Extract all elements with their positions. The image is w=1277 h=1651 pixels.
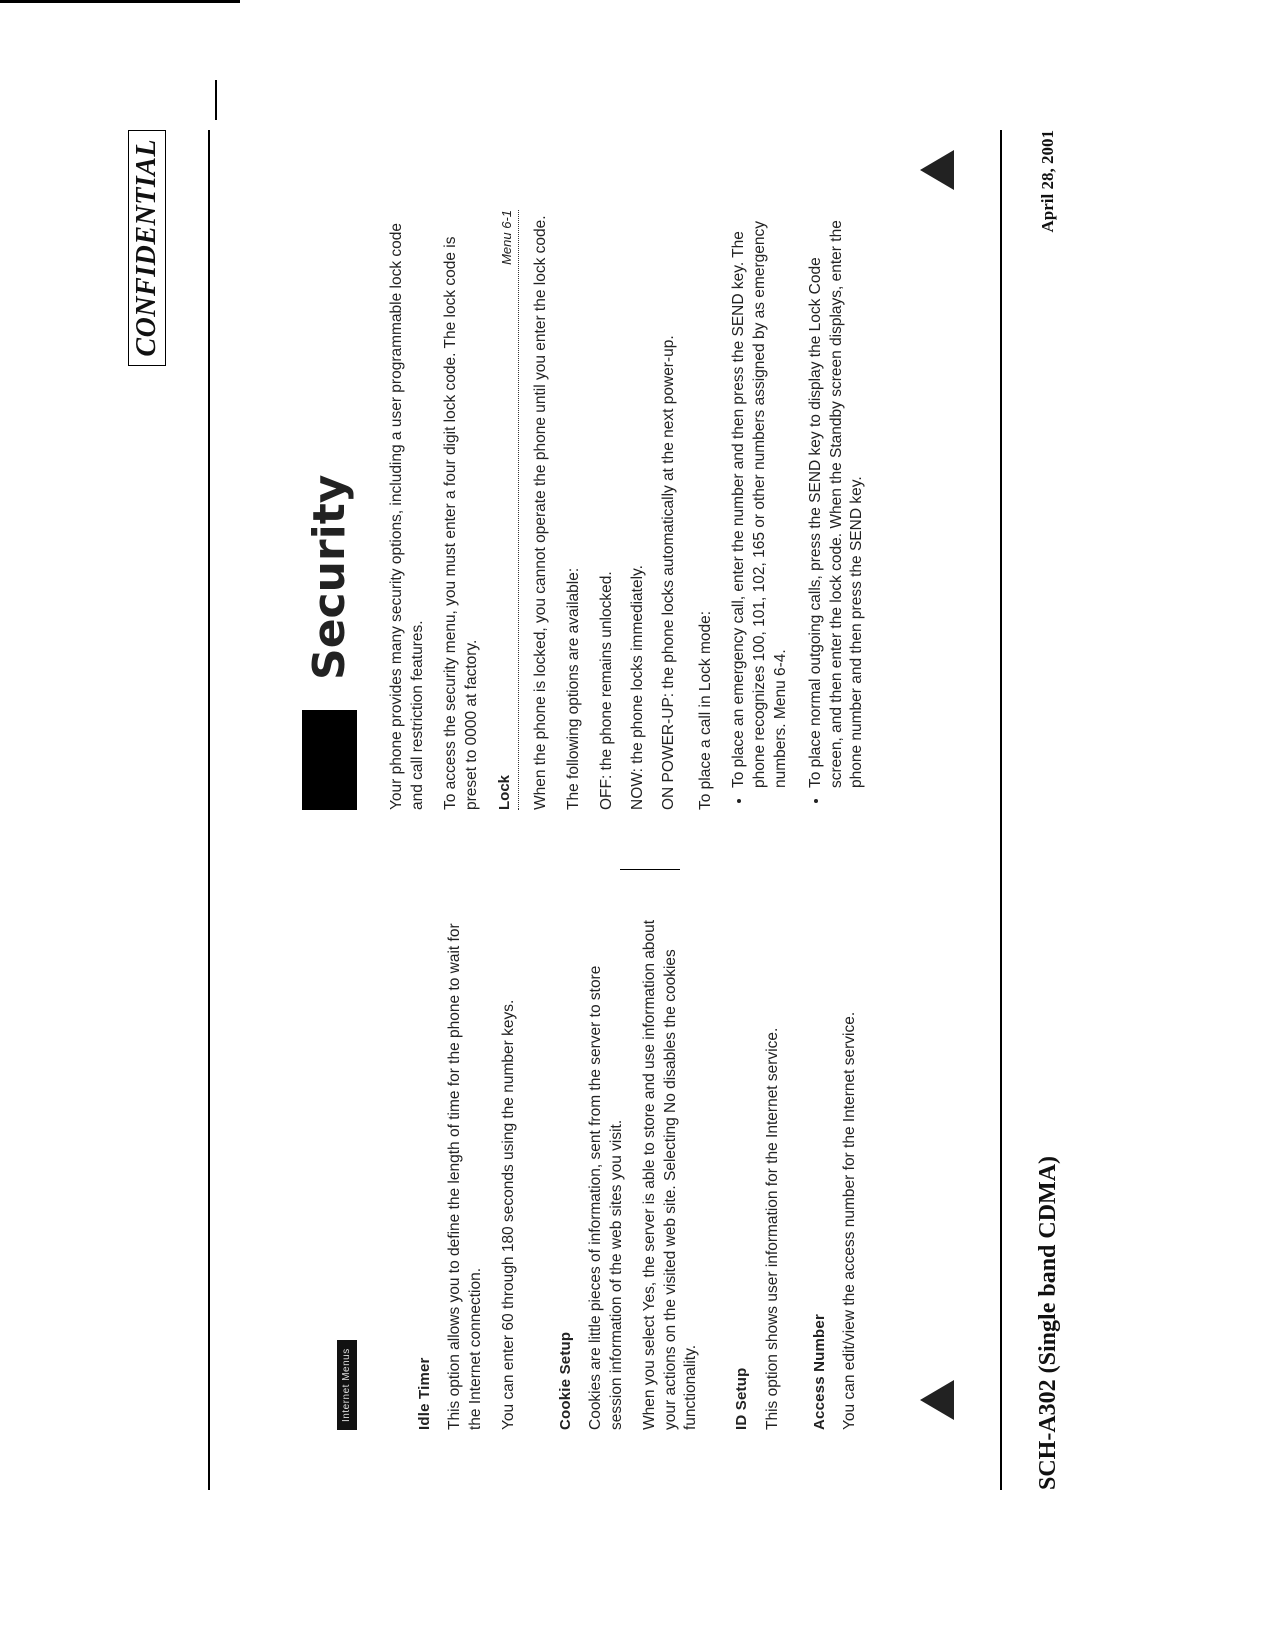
footer-model: SCH-A302 (Single band CDMA) — [1035, 1155, 1061, 1490]
access-number-title: Access Number — [810, 1314, 828, 1430]
lock-option-off: OFF: the phone remains unlocked. — [598, 571, 616, 810]
security-heading — [300, 210, 359, 810]
cookie-setup-title: Cookie Setup — [556, 1331, 574, 1430]
lock-heading — [495, 210, 519, 810]
access-number-text: You can edit/view the access number for the Internet service. — [840, 1011, 858, 1430]
lock-bullet-emergency: • To place an emergency call, enter the number and then press the SEND key. The phone recognizes 100, 101, 102, 165 or other numbers assigned by as emergency numbers. Menu 6-4. — [729, 210, 792, 788]
right-column — [300, 210, 882, 810]
nav-prev-triangle-icon — [920, 1380, 954, 1420]
id-setup-title: ID Setup — [733, 1367, 751, 1430]
lock-text-2: The following options are available: — [565, 567, 583, 810]
lock-title: Lock — [496, 774, 514, 810]
idle-timer-text-2: You can enter 60 through 180 seconds using the number keys. — [499, 999, 517, 1430]
security-intro-2: To access the security menu, you must enter a four digit lock code. The lock code is preset to 0000 at factory. — [442, 236, 481, 810]
cookie-setup-text-2: When you select Yes, the server is able to store and use information about your actions on the visited web site. Selecting No disables the cookies functionality. — [640, 919, 700, 1430]
lock-menu-ref: Menu 6-1 — [498, 210, 514, 265]
security-title: Security — [304, 474, 355, 680]
scan-edge-top — [0, 0, 240, 3]
idle-timer-title: Idle Timer — [415, 1357, 433, 1430]
bottom-rule — [1000, 130, 1002, 1490]
lock-call-list — [729, 210, 869, 810]
rotated-page — [120, 110, 1080, 1510]
cookie-setup-text-1: Cookies are little pieces of information, sent from the server to store session information of the web sites you visit. — [586, 965, 625, 1430]
column-divider — [620, 869, 680, 870]
chapter-marker — [302, 710, 357, 810]
top-rule — [208, 130, 210, 1490]
lock-text-3: To place a call in Lock mode: — [696, 610, 714, 810]
lock-option-now: NOW: the phone locks immediately. — [629, 565, 647, 810]
id-setup-text: This option shows user information for the Internet service. — [763, 1027, 781, 1430]
lock-text-1: When the phone is locked, you cannot operate the phone until you enter the lock code. — [532, 215, 550, 810]
idle-timer-text-1: This option allows you to define the length of time for the phone to wait for the Internet connection. — [445, 923, 484, 1430]
lock-option-power-up: ON POWER-UP: the phone locks automatically at the next power-up. — [660, 335, 678, 810]
nav-next-triangle-icon — [920, 150, 954, 190]
confidential-stamp: CONFIDENTIAL — [128, 130, 166, 366]
footer-date: April 28, 2001 — [1038, 130, 1057, 233]
left-column — [335, 910, 873, 1430]
security-intro-1: Your phone provides many security options, including a user programmable lock code and call restriction features. — [388, 222, 427, 810]
lock-bullet-normal: • To place normal outgoing calls, press the SEND key to display the Lock Code screen, and then enter the lock code. When the Standby screen displays, enter the phone number and then press the SEND key. — [806, 210, 869, 788]
section-tab: Internet Menus — [337, 1340, 357, 1430]
